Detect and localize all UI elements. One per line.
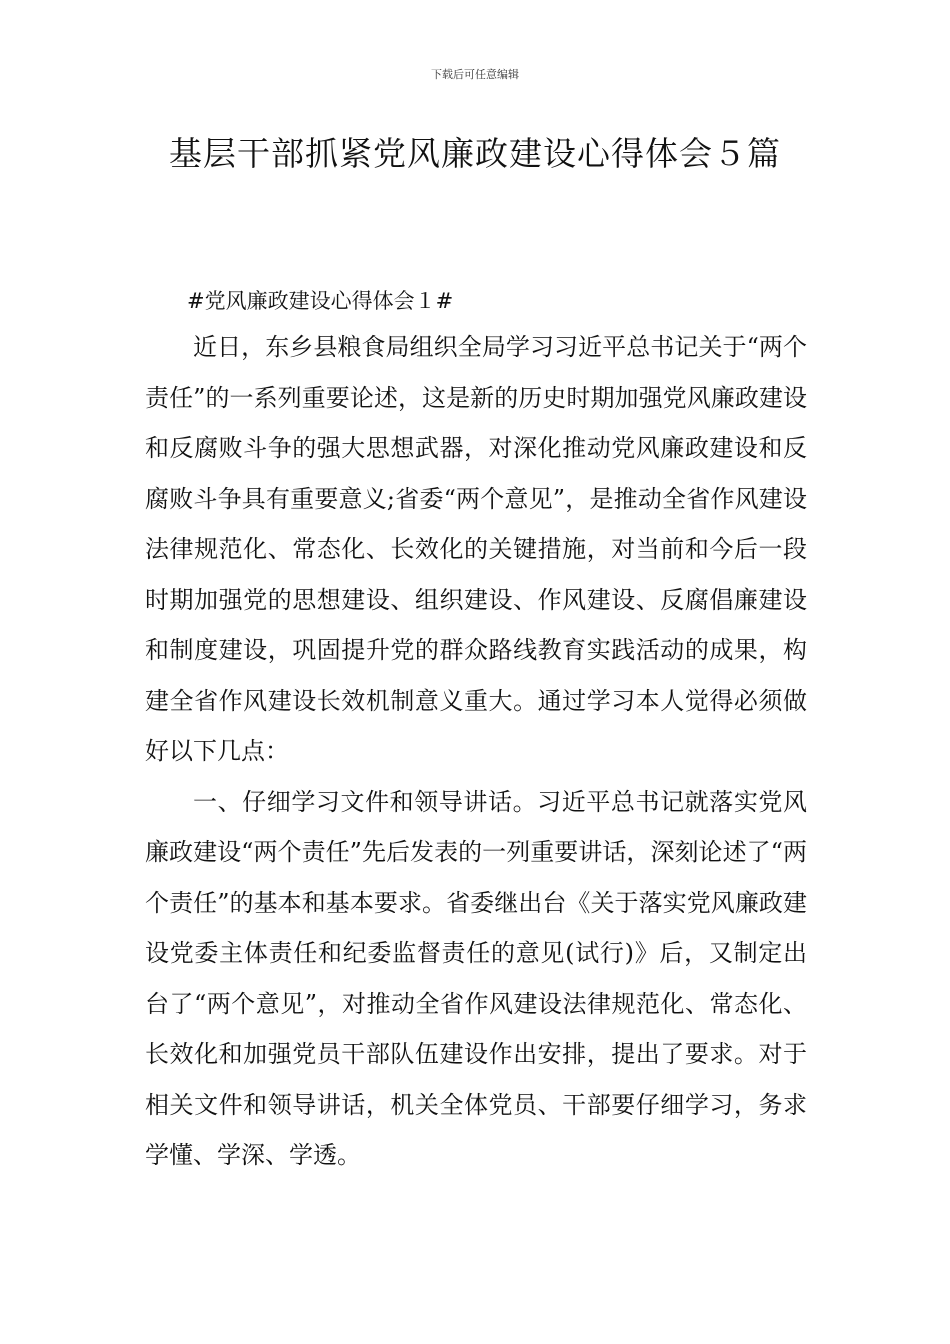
header-note: 下载后可任意编辑 <box>431 68 519 81</box>
document-body <box>145 280 807 1181</box>
paragraph-1: 近日，东乡县粮食局组织全局学习习近平总书记关于“两个责任”的一系列重要论述，这是新的历史时期加强党风廉政建设和反腐败斗争的强大思想武器，对深化推动党风廉政建设和反腐败斗争具有重要意义;省委“两个意见”，是推动全省作风建设法律规范化、常态化、长效化的关键措施，对当前和今后一段时期加强党的思想建设、组织建设、作风建设、反腐倡廉建设和制度建设，巩固提升党的群众路线教育实践活动的成果，构建全省作风建设长效机制意义重大。通过学习本人觉得必须做好以下几点： <box>145 333 807 765</box>
section-heading: #党风廉政建设心得体会１# <box>187 289 454 313</box>
paragraph-2: 一、仔细学习文件和领导讲话。习近平总书记就落实党风廉政建设“两个责任”先后发表的一列重要讲话，深刻论述了“两个责任”的基本和基本要求。省委继出台《关于落实党风廉政建设党委主体责任和纪委监督责任的意见(试行)》后，又制定出台了“两个意见”，对推动全省作风建设法律规范化、常态化、长效化和加强党员干部队伍建设作出安排，提出了要求。对于相关文件和领导讲话，机关全体党员、干部要仔细学习，务求学懂、学深、学透。 <box>145 787 807 1169</box>
document-title: 基层干部抓紧党风廉政建设心得体会５篇 <box>169 134 781 173</box>
